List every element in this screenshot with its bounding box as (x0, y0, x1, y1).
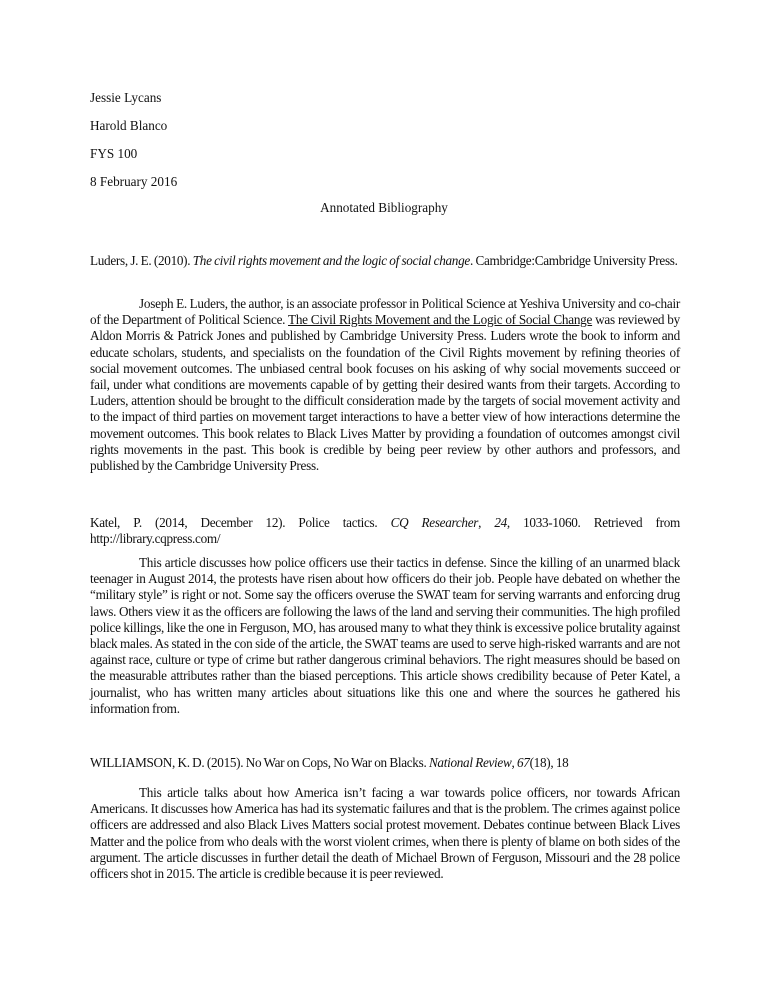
citation-katel: Katel, P. (2014, December 12). Police tactics. CQ Researcher, 24, 1033-1060. Retrieved from http://library.cqpress.com/ (90, 515, 680, 547)
annotation-luders: Joseph E. Luders, the author, is an associate professor in Political Science at Yeshiva University and co-chair of the Department of Political Science. The Civil Rights Movement and the Logic of Social Change was reviewed by Aldon Morris & Patrick Jones and published by Cambridge University Press. Luders wrote the book to inform and educate scholars, students, and specialists on the foundation of the Civil Rights movement by refining theories of social movement outcomes. The unbiased central book focuses on his asking of why social movements succeed or fail, under what conditions are movements capable of by getting their desired wants from their targets. According to Luders, attention should be brought to the difficult consideration made by the targets of social movement activity and to the impact of third parties on movement target interactions to have a better view of how interactions determine the movement outcomes. This book relates to Black Lives Matter by providing a foundation of outcomes amongst civil rights movements in the past. This book is credible by being peer review by other authors and professors, and published by the Cambridge University Press. (90, 296, 680, 474)
annotation-katel: This article discusses how police officers use their tactics in defense. Since the killing of an unarmed black teenager in August 2014, the protests have risen about how officers do their job. People have debated on whether the “military style” is right or not. Some say the officers overuse the SWAT team for serving warrants and enforcing drug laws. Others view it as the officers are following the laws of the land and serving their communities. The high profiled police killings, like the one in Ferguson, MO, has aroused many to what they think is excessive police brutality against black males. As stated in the con side of the article, the SWAT teams are used to serve high-risked warrants and are not against race, culture or type of crime but rather dangerous criminal behaviors. The right measures should be based on the measurable attributes rather than the biased perceptions. This article shows credibility because of Peter Katel, a journalist, who has written many articles about situations like this one and where the sources he gathered his information from. (90, 555, 680, 716)
book-title-underlined: The Civil Rights Movement and the Logic of Social Change (288, 312, 593, 328)
instructor-name: Harold Blanco (90, 118, 168, 133)
citation-luders: Luders, J. E. (2010). The civil rights movement and the logic of social change. Cambridge:Cambridge University Press. (90, 253, 678, 268)
citation-williamson: WILLIAMSON, K. D. (2015). No War on Cops, No War on Blacks. National Review, 67(18), 18 (90, 755, 569, 770)
annotation-williamson: This article talks about how America isn’t facing a war towards police officers, nor towards African Americans. It discusses how America has had its systematic failures and that is the problem. The crimes against police officers are addressed and also Black Lives Matters social protest movement. Debates continue between Black Lives Matter and the police from who deals with the worst violent crimes, when there is plenty of blame on both sides of the argument. The article discusses in further detail the death of Michael Brown of Ferguson, Missouri and the 28 police officers shot in 2015. The article is credible because it is peer reviewed. (90, 785, 680, 882)
student-name: Jessie Lycans (90, 90, 162, 105)
course-code: FYS 100 (90, 146, 138, 161)
document-title: Annotated Bibliography (320, 200, 448, 215)
date: 8 February 2016 (90, 174, 178, 189)
